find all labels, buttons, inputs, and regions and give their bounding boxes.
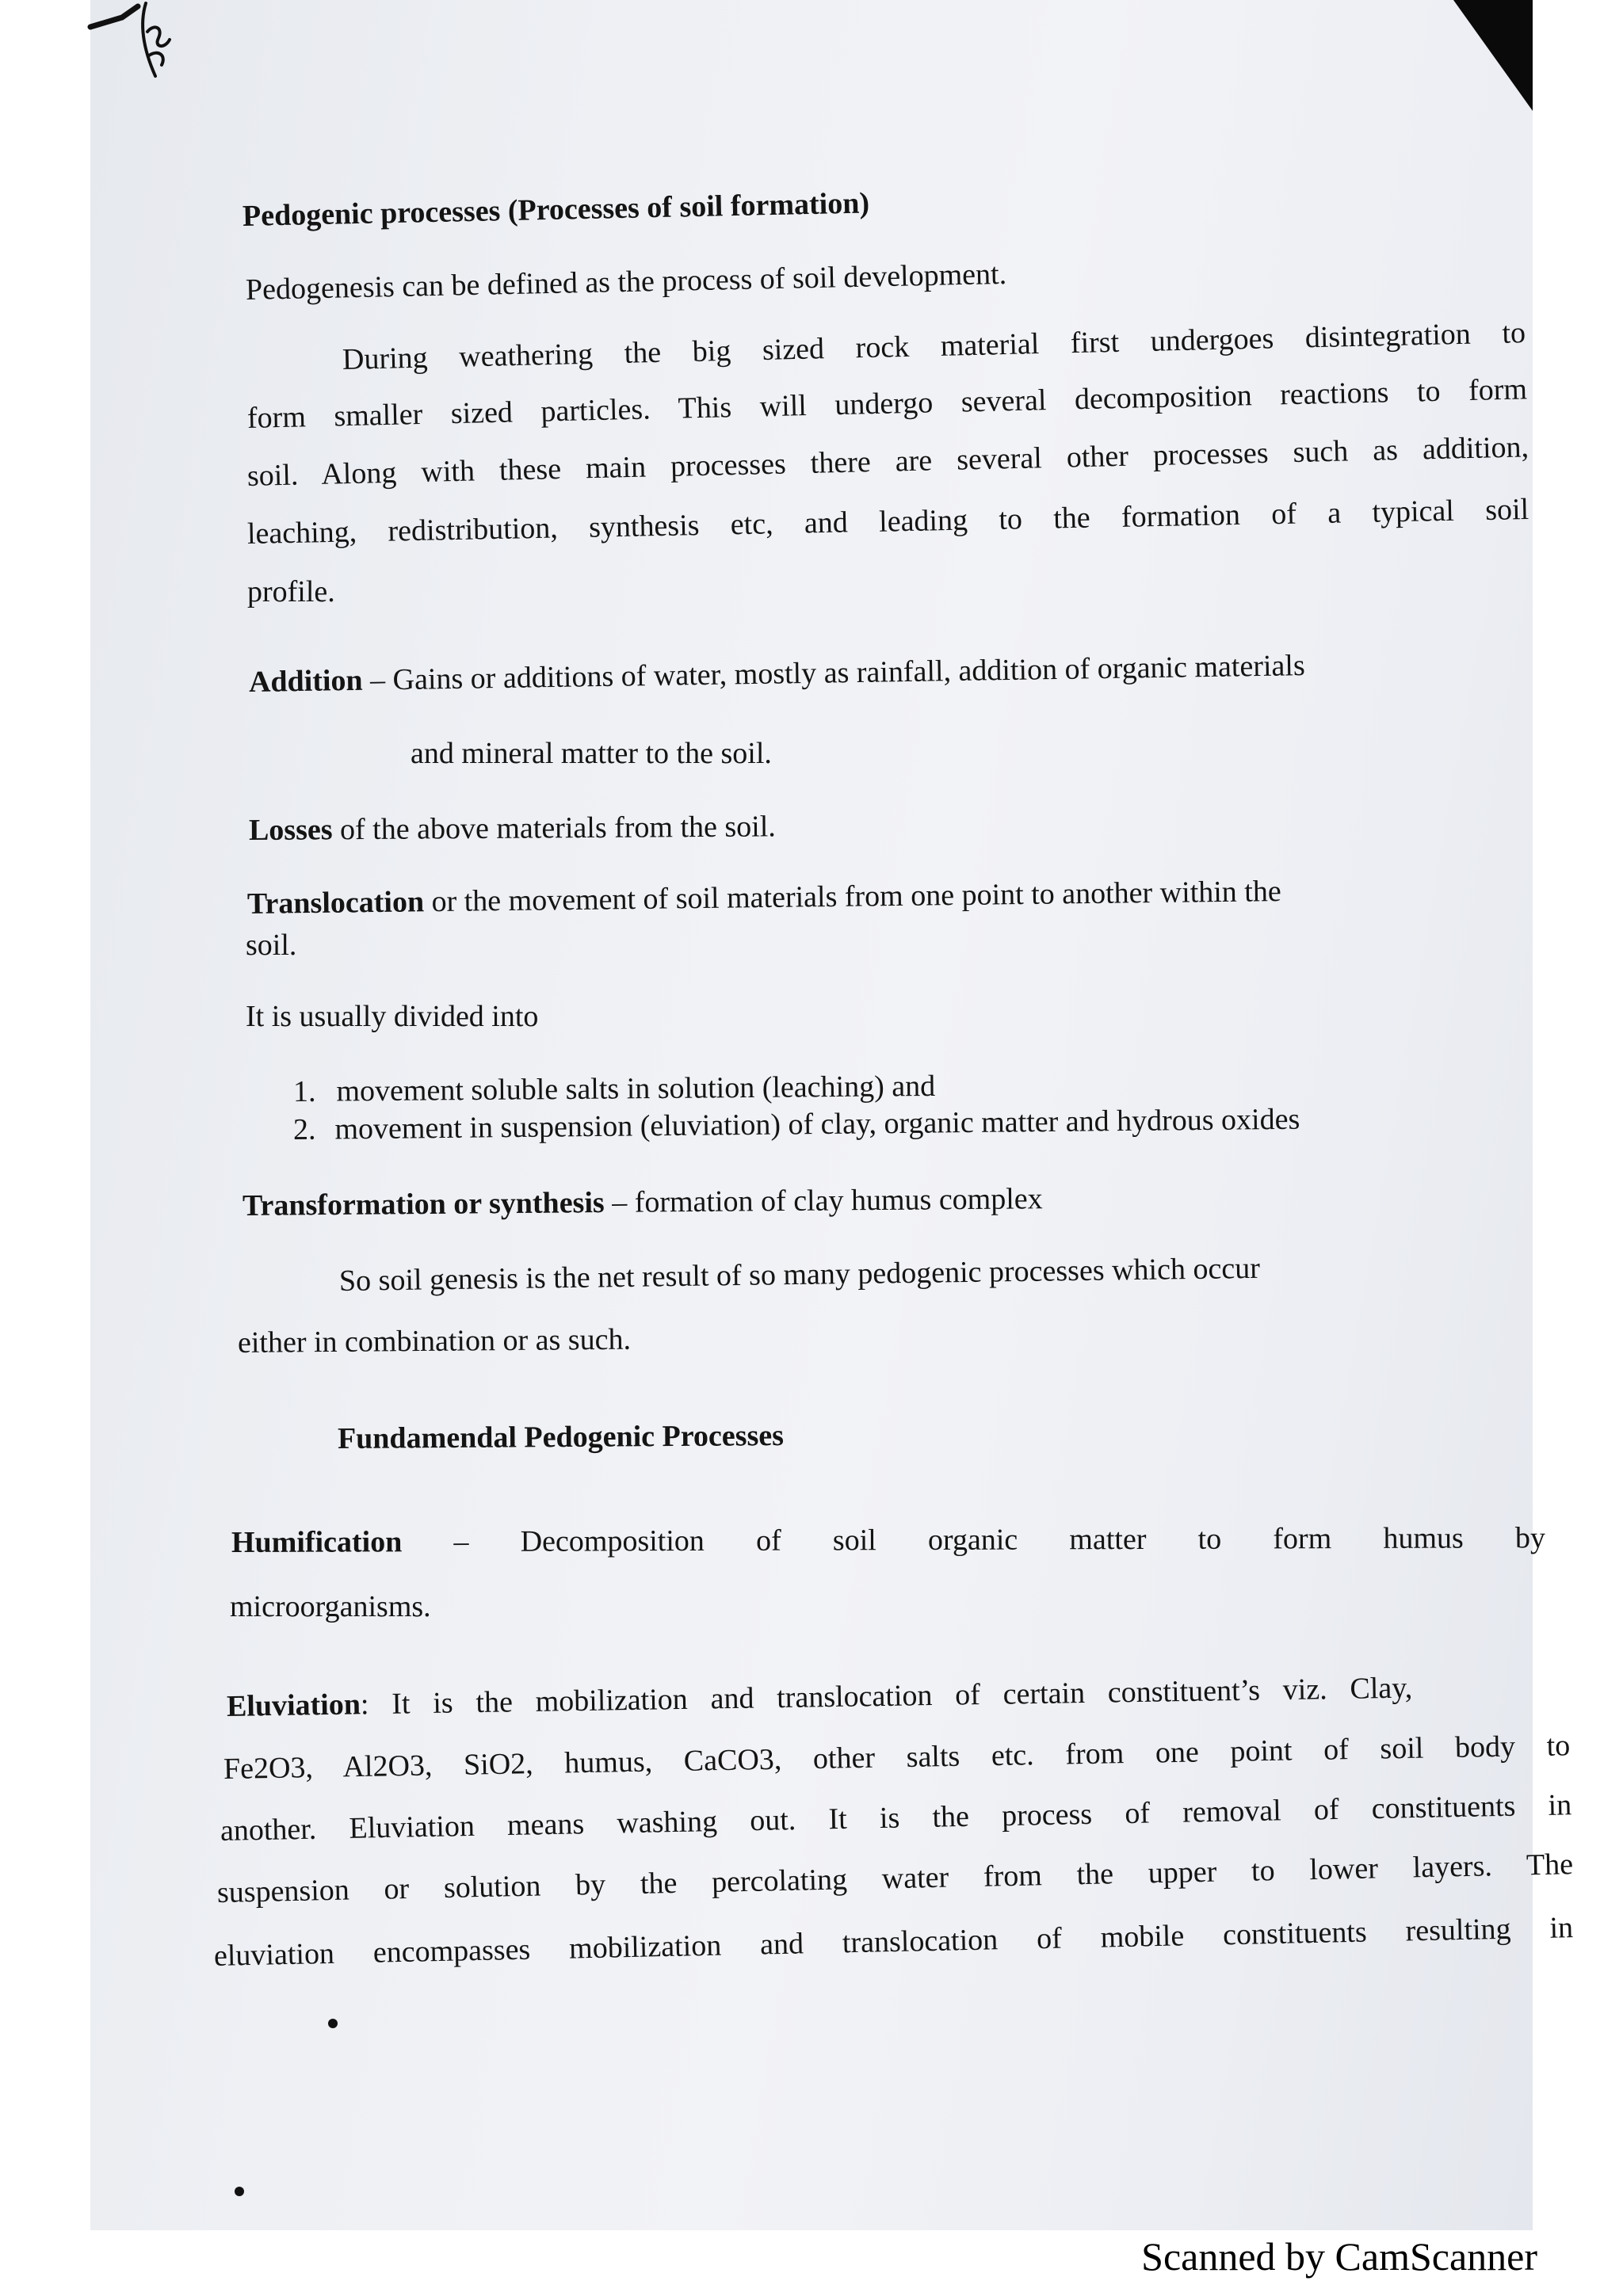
humification-word: humus xyxy=(1383,1521,1464,1555)
translocation-continuation: soil. xyxy=(246,929,297,962)
humification-line xyxy=(231,1520,1545,1561)
scanner-credit: Scanned by CamScanner xyxy=(1141,2234,1537,2279)
humification-word: to xyxy=(1197,1522,1222,1556)
transformation-text: – formation of clay humus complex xyxy=(604,1182,1043,1220)
humification-word: soil xyxy=(832,1524,876,1558)
division-item xyxy=(293,1068,936,1110)
addition-line xyxy=(249,647,1305,700)
division-item-text: movement in suspension (eluviation) of clay, organic matter and hydrous oxides xyxy=(334,1102,1300,1146)
intro-line-2: form smaller sized particles. This will undergo several decomposition reactions to form xyxy=(246,372,1528,435)
eluviation-line-4: suspension or solution by the percolating water from the upper to lower layers. The xyxy=(216,1848,1574,1909)
stray-dot xyxy=(328,2019,338,2028)
intro-line-3: soil. Along with these main processes there are several other processes such as addition, xyxy=(246,430,1529,493)
losses-term: Losses xyxy=(248,813,333,847)
eluviation-line-2: Fe2O3, Al2O3, SiO2, humus, CaCO3, other salts etc. from one point of soil body to xyxy=(223,1729,1571,1786)
handwritten-pen-mark xyxy=(90,0,201,87)
division-item-number: 2. xyxy=(292,1112,316,1146)
division-intro: It is usually divided into xyxy=(246,1000,539,1033)
humification-word: organic xyxy=(927,1523,1018,1557)
humification-word: of xyxy=(755,1524,781,1558)
humification-word: – xyxy=(453,1524,469,1559)
transformation-term: Transformation or synthesis xyxy=(242,1186,605,1222)
humification-word: matter xyxy=(1069,1522,1147,1557)
section-subheading: Fundamendal Pedogenic Processes xyxy=(337,1419,785,1455)
humification-term: Humification xyxy=(231,1525,403,1559)
humification-word: form xyxy=(1273,1522,1332,1556)
addition-text: – Gains or additions of water, mostly as rainfall, addition of organic materials xyxy=(362,649,1306,697)
eluviation-term: Eluviation xyxy=(226,1688,361,1723)
humification-word: by xyxy=(1514,1521,1546,1555)
page-corner-shadow xyxy=(1453,0,1533,111)
eluviation-line-3: another. Eluviation means washing out. It is the process of removal of constituents in xyxy=(220,1788,1572,1848)
summary-line-1: So soil genesis is the net result of so many pedogenic processes which occur xyxy=(338,1251,1261,1298)
translocation-text: or the movement of soil materials from one point to another within the xyxy=(423,875,1281,919)
transformation-line xyxy=(242,1180,1043,1224)
humification-word: Decomposition xyxy=(520,1524,705,1558)
paper-sheet xyxy=(90,0,1574,2230)
losses-text: of the above materials from the soil. xyxy=(332,810,776,847)
addition-term: Addition xyxy=(248,663,363,699)
division-item-number: 1. xyxy=(292,1074,316,1108)
intro-line-1: During weathering the big sized rock material first undergoes disintegration to xyxy=(342,316,1526,376)
stray-dot xyxy=(235,2187,244,2196)
summary-line-2: either in combination or as such. xyxy=(237,1322,632,1360)
intro-line-5: profile. xyxy=(247,575,335,608)
humification-continuation: microorganisms. xyxy=(230,1590,431,1623)
translocation-term: Translocation xyxy=(246,885,425,921)
translocation-line xyxy=(247,873,1281,922)
eluviation-line-1 xyxy=(227,1667,1567,1725)
definition-line: Pedogenesis can be defined as the process of soil development. xyxy=(245,257,1007,307)
eluviation-line-5: eluviation encompasses mobilization and translocation of mobile constituents resulting in xyxy=(213,1911,1574,1973)
losses-line xyxy=(249,808,776,849)
addition-continuation: and mineral matter to the soil. xyxy=(411,737,772,770)
intro-line-4: leaching, redistribution, synthesis etc, and leading to the formation of a typical soil xyxy=(246,492,1529,551)
page-heading: Pedogenic processes (Processes of soil formation) xyxy=(242,186,870,233)
eluviation-first-line: : It is the mobilization and translocation of certain constituent’s viz. Clay, xyxy=(360,1671,1413,1722)
division-item-text: movement soluble salts in solution (leaching) and xyxy=(336,1069,936,1108)
